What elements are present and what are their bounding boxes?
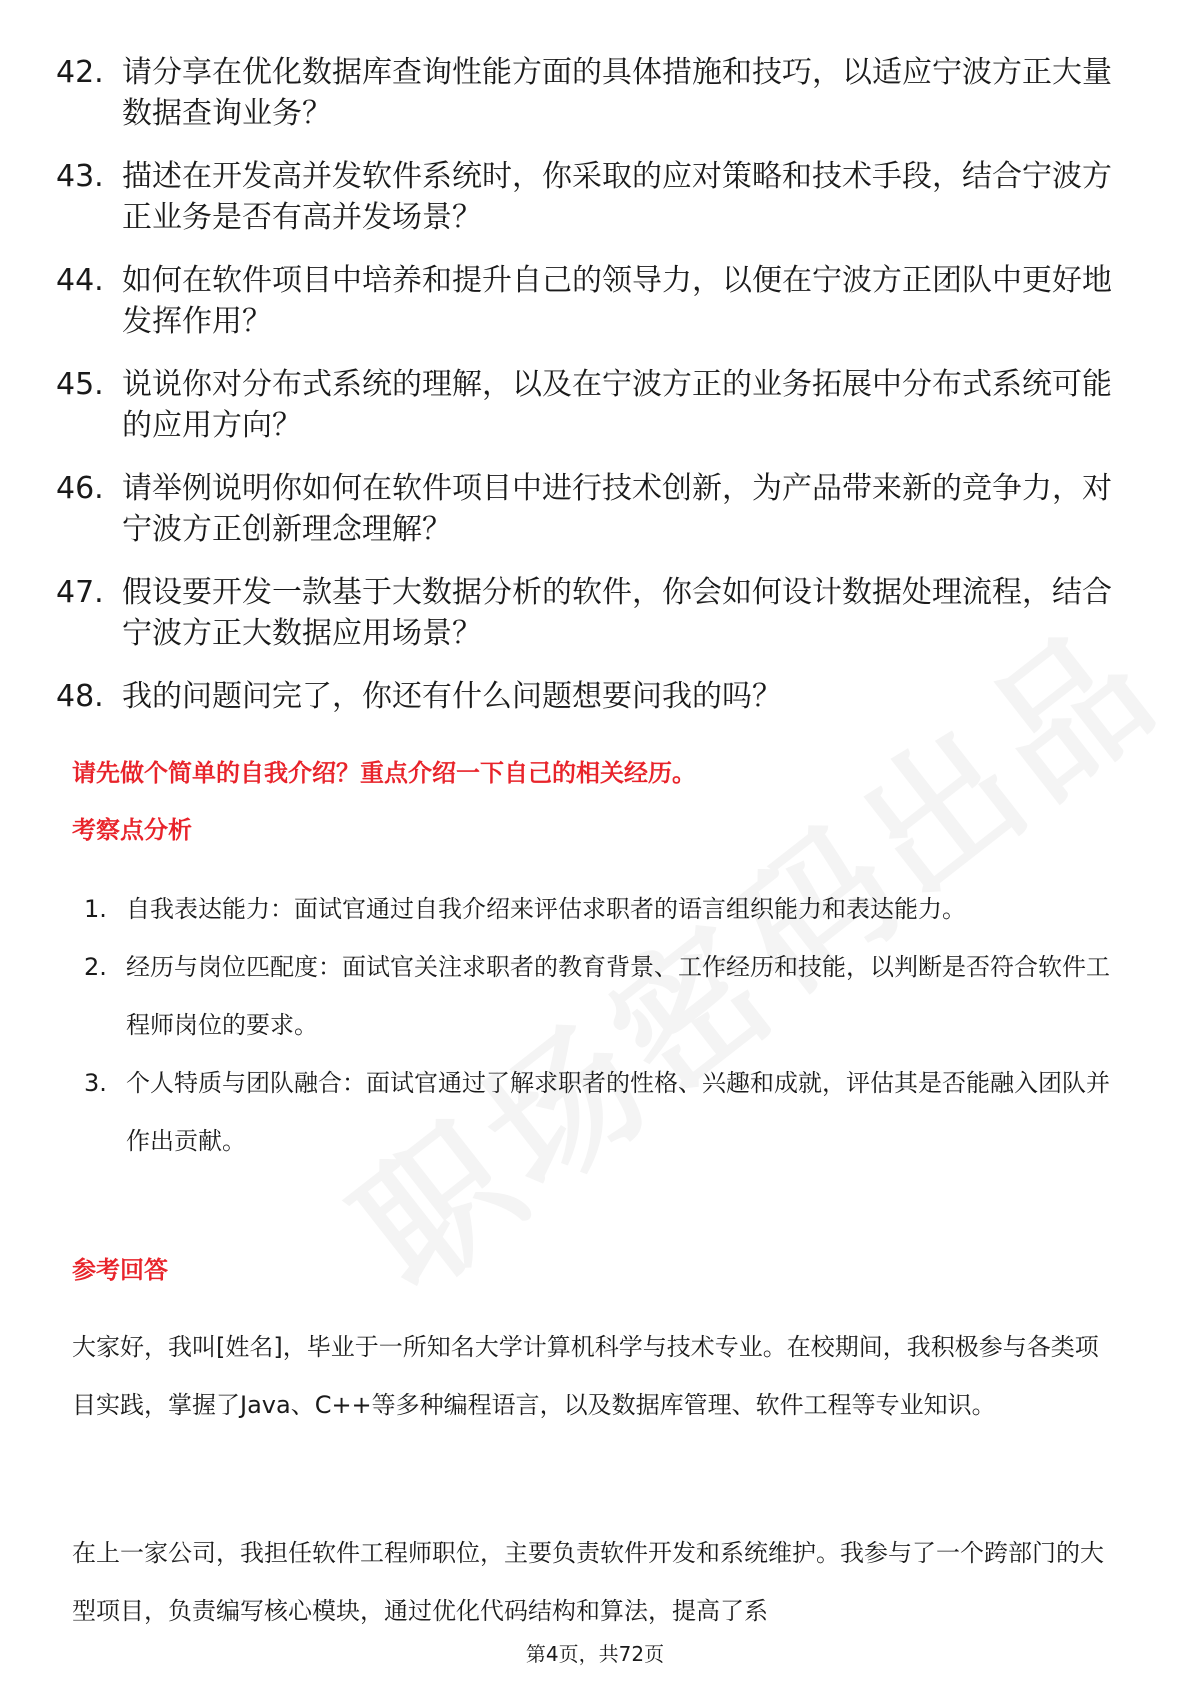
question-text: 假设要开发一款基于大数据分析的软件，你会如何设计数据处理流程，结合宁波方正大数据应用场景？ bbox=[122, 575, 1112, 651]
question-item bbox=[56, 52, 1136, 134]
question-item bbox=[56, 260, 1136, 342]
reference-title: 参考回答 bbox=[72, 1256, 168, 1284]
question-text: 描述在开发高并发软件系统时，你采取的应对策略和技术手段，结合宁波方正业务是否有高并发场景？ bbox=[122, 159, 1112, 235]
point-number: 3. bbox=[84, 1069, 107, 1097]
question-item bbox=[56, 156, 1136, 238]
question-text: 如何在软件项目中培养和提升自己的领导力，以便在宁波方正团队中更好地发挥作用？ bbox=[122, 263, 1112, 339]
question-item bbox=[56, 676, 1136, 717]
analysis-point bbox=[84, 880, 1124, 938]
point-number: 1. bbox=[84, 895, 107, 923]
answer-paragraph: 在上一家公司，我担任软件工程师职位，主要负责软件开发和系统维护。我参与了一个跨部门的大型项目，负责编写核心模块，通过优化代码结构和算法，提高了系 bbox=[72, 1539, 1104, 1625]
question-list bbox=[56, 52, 1136, 739]
analysis-point bbox=[84, 1054, 1124, 1170]
section-title: 请先做个简单的自我介绍？重点介绍一下自己的相关经历。 bbox=[72, 759, 696, 787]
question-item bbox=[56, 468, 1136, 550]
question-number: 44. bbox=[56, 263, 104, 298]
point-number: 2. bbox=[84, 953, 107, 981]
question-number: 47. bbox=[56, 575, 104, 610]
question-number: 46. bbox=[56, 471, 104, 506]
answer-paragraph: 大家好，我叫[姓名]，毕业于一所知名大学计算机科学与技术专业。在校期间，我积极参与各类项目实践，掌握了Java、C++等多种编程语言，以及数据库管理、软件工程等专业知识。 bbox=[72, 1333, 1099, 1419]
analysis-point bbox=[84, 938, 1124, 1054]
question-number: 45. bbox=[56, 367, 104, 402]
analysis-title: 考察点分析 bbox=[72, 816, 192, 844]
point-text: 经历与岗位匹配度：面试官关注求职者的教育背景、工作经历和技能，以判断是否符合软件工程师岗位的要求。 bbox=[126, 953, 1110, 1039]
question-text: 请分享在优化数据库查询性能方面的具体措施和技巧，以适应宁波方正大量数据查询业务？ bbox=[122, 55, 1112, 131]
question-number: 42. bbox=[56, 55, 104, 90]
question-number: 43. bbox=[56, 159, 104, 194]
question-text: 请举例说明你如何在软件项目中进行技术创新，为产品带来新的竞争力，对宁波方正创新理念理解？ bbox=[122, 471, 1112, 547]
question-text: 我的问题问完了，你还有什么问题想要问我的吗？ bbox=[122, 679, 782, 714]
question-item bbox=[56, 572, 1136, 654]
question-text: 说说你对分布式系统的理解，以及在宁波方正的业务拓展中分布式系统可能的应用方向？ bbox=[122, 367, 1112, 443]
question-number: 48. bbox=[56, 679, 104, 714]
question-item bbox=[56, 364, 1136, 446]
analysis-points bbox=[84, 880, 1124, 1170]
point-text: 自我表达能力：面试官通过自我介绍来评估求职者的语言组织能力和表达能力。 bbox=[126, 895, 966, 923]
point-text: 个人特质与团队融合：面试官通过了解求职者的性格、兴趣和成就，评估其是否能融入团队并作出贡献。 bbox=[126, 1069, 1110, 1155]
page-footer: 第4页，共72页 bbox=[525, 1642, 665, 1666]
